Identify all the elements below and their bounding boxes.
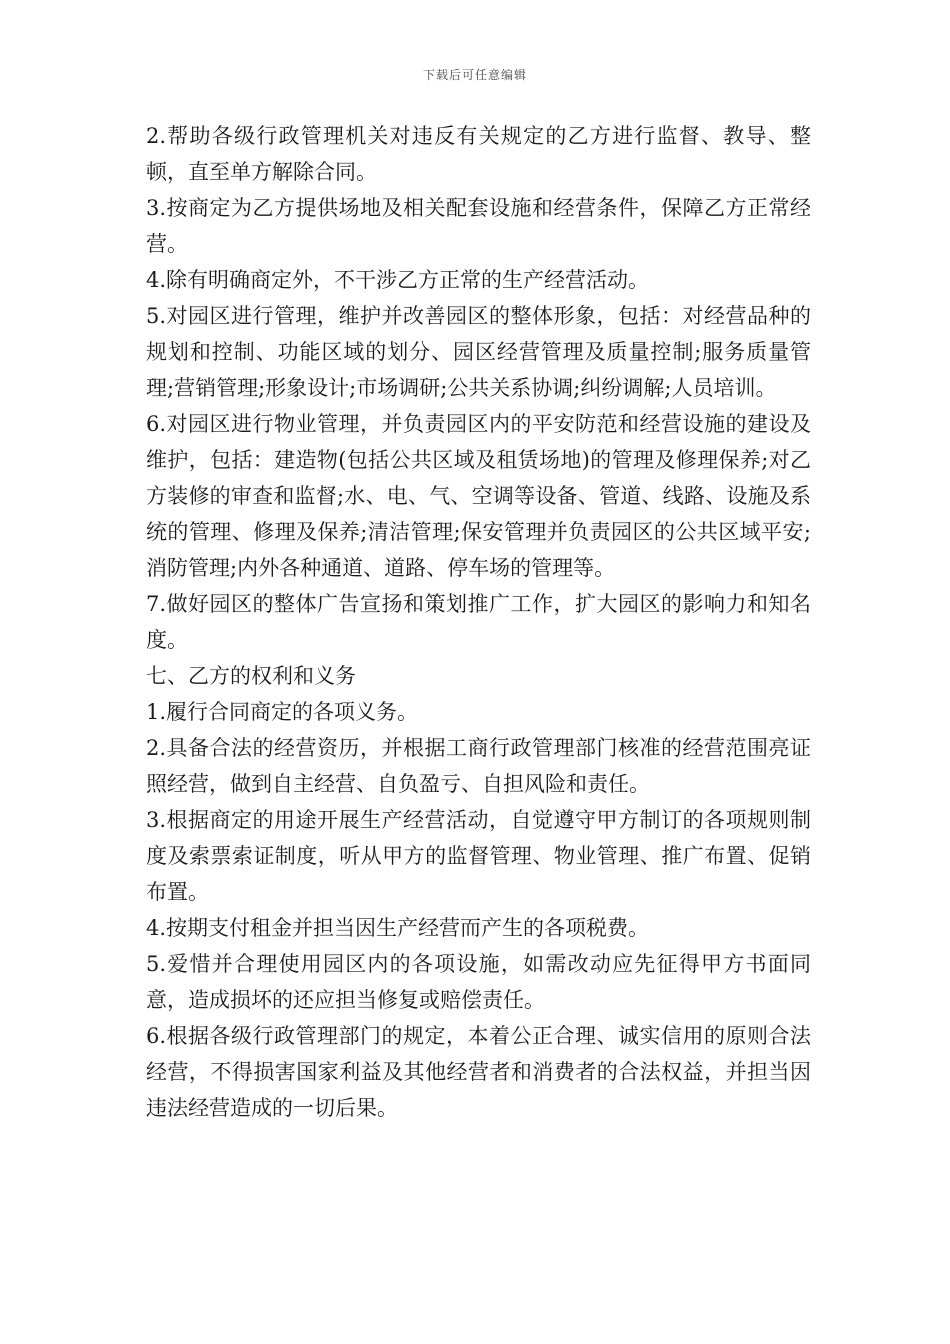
paragraph-jia-6: 6.对园区进行物业管理，并负责园区内的平安防范和经营设施的建设及维护，包括：建造物(包括公共区域及租赁场地)的管理及修理保养;对乙方装修的审查和监督;水、电、气、空调等设备、管道、线路、设施及系统的管理、修理及保养;清洁管理;保安管理并负责园区的公共区域平安;消防管理;内外各种通道、道路、停车场的管理等。 [146, 412, 811, 580]
page-header: 下载后可任意编辑 [422, 68, 527, 82]
paragraph-yi-5: 5.爱惜并合理使用园区内的各项设施，如需改动应先征得甲方书面同意，造成损坏的还应担当修复或赔偿责任。 [146, 952, 811, 1012]
paragraph-jia-5: 5.对园区进行管理，维护并改善园区的整体形象，包括：对经营品种的规划和控制、功能区域的划分、园区经营管理及质量控制;服务质量管理;营销管理;形象设计;市场调研;公共关系协调;纠纷调解;人员培训。 [146, 304, 811, 400]
paragraph-jia-7: 7.做好园区的整体广告宣扬和策划推广工作，扩大园区的影响力和知名度。 [146, 592, 811, 652]
paragraph-yi-6: 6.根据各级行政管理部门的规定，本着公正合理、诚实信用的原则合法经营，不得损害国家利益及其他经营者和消费者的合法权益，并担当因违法经营造成的一切后果。 [146, 1024, 811, 1120]
paragraph-yi-3: 3.根据商定的用途开展生产经营活动，自觉遵守甲方制订的各项规则制度及索票索证制度，听从甲方的监督管理、物业管理、推广布置、促销布置。 [146, 808, 811, 904]
document-body [146, 118, 811, 1126]
paragraph-jia-4: 4.除有明确商定外，不干涉乙方正常的生产经营活动。 [146, 268, 650, 292]
paragraph-jia-2: 2.帮助各级行政管理机关对违反有关规定的乙方进行监督、教导、整顿，直至单方解除合同。 [146, 124, 811, 184]
section-heading-yi-rights: 七、乙方的权利和义务 [146, 664, 356, 688]
paragraph-yi-2: 2.具备合法的经营资历，并根据工商行政管理部门核准的经营范围亮证照经营，做到自主经营、自负盈亏、自担风险和责任。 [146, 736, 811, 796]
paragraph-yi-1: 1.履行合同商定的各项义务。 [146, 700, 419, 724]
paragraph-jia-3: 3.按商定为乙方提供场地及相关配套设施和经营条件，保障乙方正常经营。 [146, 196, 811, 256]
paragraph-yi-4: 4.按期支付租金并担当因生产经营而产生的各项税费。 [146, 916, 650, 940]
